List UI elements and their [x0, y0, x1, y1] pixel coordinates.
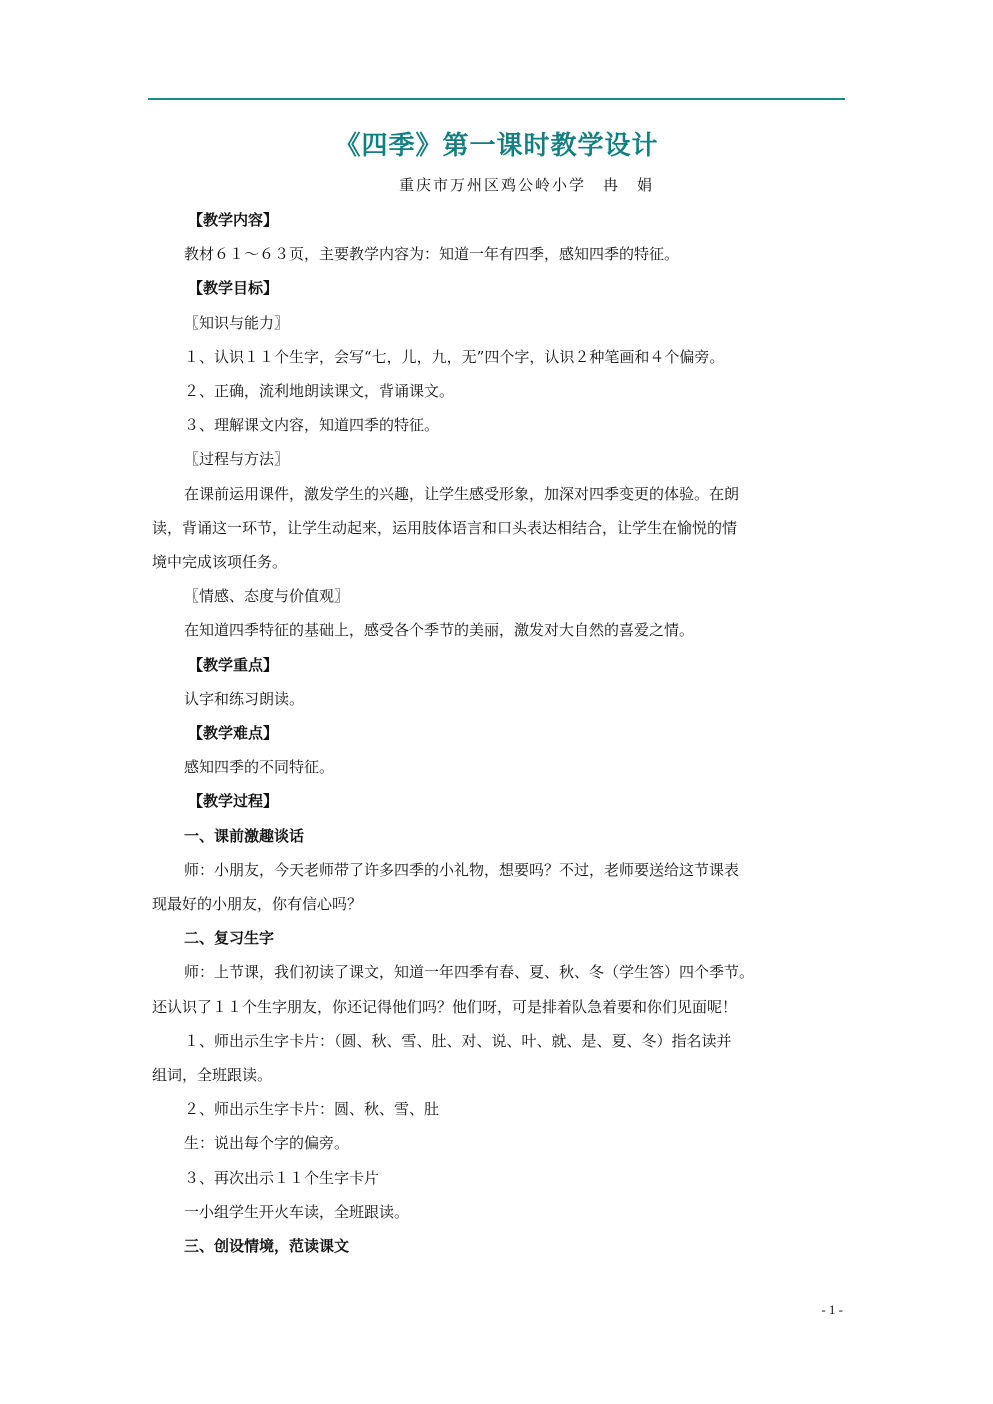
page-number: - 1 - — [821, 1302, 843, 1317]
paragraph-line: 师：上节课，我们初读了课文，知道一年四季有春、夏、秋、冬（学生答）四个季节。 — [184, 963, 755, 982]
paragraph-line: 组词，全班跟读。 — [152, 1066, 273, 1085]
author-line: 重庆市万州区鸡公岭小学 冉 娟 — [398, 176, 654, 194]
paragraph-line: 境中完成该项任务。 — [152, 553, 288, 572]
goal-item: ３、理解课文内容，知道四季的特征。 — [184, 416, 440, 435]
step-title: 一、课前激趣谈话 — [184, 826, 305, 845]
header-rule — [148, 98, 845, 100]
section-heading-goals: 【教学目标】 — [188, 279, 279, 298]
paragraph: 生：说出每个字的偏旁。 — [184, 1134, 350, 1153]
step-title: 二、复习生字 — [184, 929, 275, 948]
paragraph: 感知四季的不同特征。 — [184, 758, 335, 777]
subheading-process: 〖过程与方法〗 — [184, 450, 290, 469]
step-item: １、师出示生字卡片：（圆、秋、雪、肚、对、说、叶、就、是、夏、冬）指名读并 — [184, 1031, 732, 1050]
paragraph-line: 在课前运用课件，激发学生的兴趣，让学生感受形象，加深对四季变更的体验。在朗 — [184, 484, 740, 503]
subheading-knowledge: 〖知识与能力〗 — [184, 313, 290, 332]
paragraph: 教材６１～６３页，主要教学内容为：知道一年有四季，感知四季的特征。 — [184, 245, 680, 264]
section-heading-key: 【教学重点】 — [188, 655, 279, 674]
paragraph-line: 在知道四季特征的基础上，感受各个季节的美丽，激发对大自然的喜爱之情。 — [184, 621, 695, 640]
section-heading-procedure: 【教学过程】 — [188, 792, 279, 811]
document-title: 《四季》第一课时教学设计 — [334, 131, 659, 161]
section-heading-content: 【教学内容】 — [188, 211, 279, 229]
document-body — [152, 203, 842, 1263]
step-title: 三、创设情境，范读课文 — [184, 1237, 350, 1256]
paragraph-line: 现最好的小朋友，你有信心吗？ — [152, 895, 363, 914]
paragraph: 一小组学生开火车读，全班跟读。 — [184, 1202, 410, 1221]
section-heading-difficulty: 【教学难点】 — [188, 724, 279, 743]
paragraph: 认字和练习朗读。 — [184, 689, 305, 708]
paragraph-line: 读，背诵这一环节，让学生动起来，运用肢体语言和口头表达相结合，让学生在愉悦的情 — [152, 518, 738, 537]
paragraph-line: 师：小朋友，今天老师带了许多四季的小礼物，想要吗？不过，老师要送给这节课表 — [184, 860, 740, 879]
goal-item: ２、正确，流利地朗读课文，背诵课文。 — [184, 382, 455, 401]
step-item: ３、再次出示１１个生字卡片 — [184, 1168, 380, 1187]
paragraph-line: 还认识了１１个生字朋友，你还记得他们吗？他们呀，可是排着队急着要和你们见面呢！ — [152, 997, 738, 1016]
subheading-emotion: 〖情感、态度与价值观〗 — [184, 587, 350, 606]
step-item: ２、师出示生字卡片：圆、秋、雪、肚 — [184, 1100, 440, 1119]
goal-item: １、认识１１个生字，会写“七，儿，九，无”四个字，认识２种笔画和４个偏旁。 — [184, 347, 725, 366]
